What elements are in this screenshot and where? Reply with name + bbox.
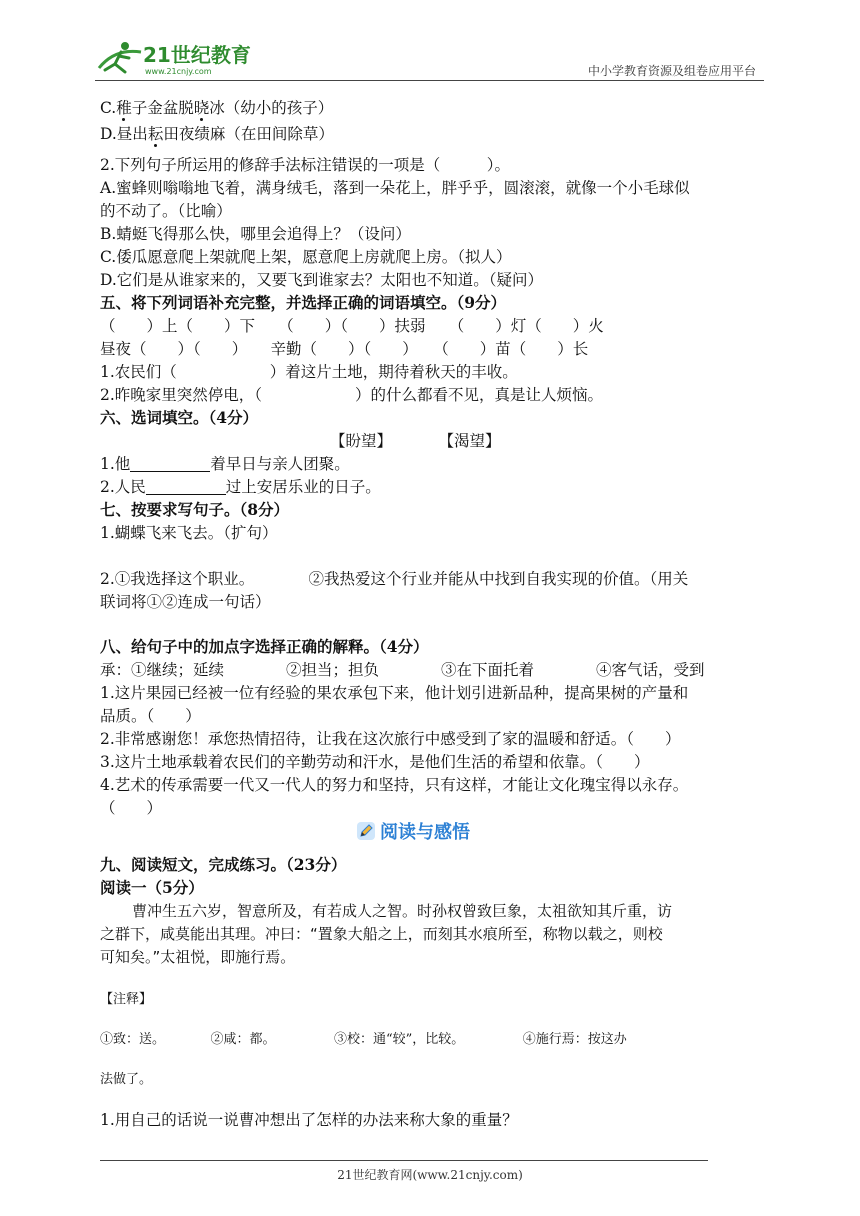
site-logo bbox=[95, 38, 255, 80]
notes-line: ①致：送。 ②咸：都。 ③校：通“较”，比较。 ④施行焉：按这办 bbox=[100, 1032, 627, 1047]
q4-2-question: 2.下列句子所运用的修辞手法标注错误的一项是（ ）。 bbox=[100, 156, 511, 174]
notes-title: 【注释】 bbox=[100, 992, 153, 1007]
q7-item2-cont: 联词将①②连成一句话） bbox=[100, 593, 271, 611]
q8-item3: 3.这片土地承载着农民们的辛勤劳动和汗水，是他们生活的希望和依靠。（ ） bbox=[100, 753, 650, 771]
q8-item1: 1.这片果园已经被一位有经验的果农承包下来，他计划引进新品种，提高果树的产量和 bbox=[100, 684, 689, 702]
q8-meanings: 承：①继续；延续 ②担当；担负 ③在下面托着 ④客气话，受到 bbox=[100, 661, 705, 679]
q5-row2: 昼夜（ ）（ ） 辛勤（ ）（ ） （ ）苗（ ）长 bbox=[100, 340, 589, 358]
notes-line-cont: 法做了。 bbox=[100, 1072, 153, 1087]
q8-item1-cont: 品质。（ ） bbox=[100, 707, 201, 725]
q5-title: 五、将下列词语补充完整，并选择正确的词语填空。（9分） bbox=[100, 293, 507, 312]
q4-option-c: C.稚子金盆脱晓冰（幼小的孩子） bbox=[100, 99, 334, 117]
q4-2-option-c: C.倭瓜愿意爬上架就爬上架，愿意爬上房就爬上房。（拟人） bbox=[100, 248, 512, 266]
pencil-icon bbox=[356, 821, 376, 841]
q4-2-option-a: A.蜜蜂则嗡嗡地飞着，满身绒毛，落到一朵花上，胖乎乎，圆滚滚，就像一个小毛球似 bbox=[100, 179, 690, 197]
footer-text: 21世纪教育网(www.21cnjy.com) bbox=[337, 1168, 523, 1182]
q8-item4: 4.艺术的传承需要一代又一代人的努力和坚持，只有这样，才能让文化瑰宝得以永存。 bbox=[100, 776, 689, 794]
q5-sentence1: 1.农民们（ ）着这片土地，期待着秋天的丰收。 bbox=[100, 363, 518, 381]
q6-word-choices: 【盼望】 【渴望】 bbox=[330, 432, 501, 450]
q9-question1: 1.用自己的话说一说曹冲想出了怎样的办法来称大象的重量？ bbox=[100, 1111, 518, 1129]
footer-divider bbox=[100, 1160, 708, 1161]
reading-section-title: 阅读与感悟 bbox=[356, 818, 470, 844]
q6-title: 六、选词填空。（4分） bbox=[100, 408, 259, 427]
q5-sentence2: 2.昨晚家里突然停电，（ ）的什么都看不见，真是让人烦恼。 bbox=[100, 386, 604, 404]
logo-url: www.21cnjy.com bbox=[145, 67, 212, 76]
q8-title: 八、给句子中的加点字选择正确的解释。（4分） bbox=[100, 637, 429, 656]
answer-blank[interactable] bbox=[146, 478, 226, 495]
q8-item2: 2.非常感谢您！承您热情招待，让我在这次旅行中感受到了家的温暖和舒适。（ ） bbox=[100, 730, 681, 748]
passage-line2: 之群下，咸莫能出其理。冲曰：“置象大船之上，而刻其水痕所至，称物以载之，则校 bbox=[100, 925, 663, 943]
q4-2-option-d: D.它们是从谁家来的，又要飞到谁家去？太阳也不知道。（疑问） bbox=[100, 271, 544, 289]
q8-item4-cont: （ ） bbox=[100, 799, 163, 817]
q4-2-option-b: B.蜻蜓飞得那么快，哪里会追得上？（设问） bbox=[100, 225, 411, 243]
q4-option-d: D.昼出耘田夜绩麻（在田间除草） bbox=[100, 125, 334, 143]
header-platform-text: 中小学教育资源及组卷应用平台 bbox=[587, 64, 756, 78]
q7-item1: 1.蝴蝶飞来飞去。（扩句） bbox=[100, 524, 278, 542]
logo-text: 21世纪教育 bbox=[143, 43, 251, 67]
q7-item2: 2.①我选择这个职业。 ②我热爱这个行业并能从中找到自我实现的价值。（用关 bbox=[100, 570, 689, 588]
header-divider bbox=[95, 80, 764, 81]
passage-line3: 可知矣。”太祖悦，即施行焉。 bbox=[100, 948, 296, 966]
q9-title: 九、阅读短文，完成练习。（23分） bbox=[100, 855, 347, 874]
q9-subtitle: 阅读一（5分） bbox=[100, 878, 204, 897]
q5-row1: （ ）上（ ）下 （ ）（ ）扶弱 （ ）灯（ ）火 bbox=[100, 317, 604, 335]
answer-blank[interactable] bbox=[130, 455, 210, 472]
q6-sentence2: 2.人民 过上安居乐业的日子。 bbox=[100, 478, 381, 496]
q7-title: 七、按要求写句子。（8分） bbox=[100, 500, 290, 519]
passage-line1: 曹冲生五六岁，智意所及，有若成人之智。时孙权曾致巨象，太祖欲知其斤重，访 bbox=[132, 902, 673, 920]
q6-sentence1: 1.他 着早日与亲人团聚。 bbox=[100, 455, 350, 473]
q4-2-option-a-cont: 的不动了。（比喻） bbox=[100, 202, 232, 220]
